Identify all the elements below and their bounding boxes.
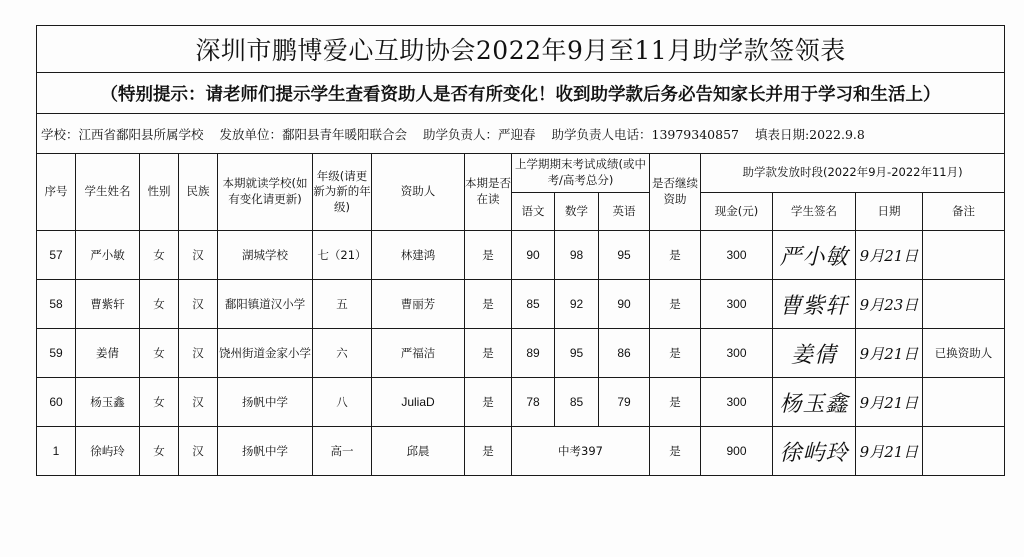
cell-gender: 女 xyxy=(140,231,179,280)
cell-date-handwritten: 9月21日 xyxy=(856,427,923,476)
header-chinese: 语文 xyxy=(512,193,555,231)
cell-gender: 女 xyxy=(140,427,179,476)
table-row xyxy=(37,231,1005,280)
form-info-line xyxy=(37,114,1005,154)
cell-seq: 59 xyxy=(37,329,76,378)
cell-continue: 是 xyxy=(650,329,701,378)
cell-ethnicity: 汉 xyxy=(179,427,218,476)
cell-sponsor: 邱晨 xyxy=(372,427,465,476)
cell-continue: 是 xyxy=(650,427,701,476)
cell-continue: 是 xyxy=(650,378,701,427)
cell-school: 湖城学校 xyxy=(218,231,313,280)
cell-cash: 900 xyxy=(701,427,773,476)
cell-grade: 七（21） xyxy=(313,231,372,280)
cell-english: 79 xyxy=(599,378,650,427)
header-gender: 性别 xyxy=(140,154,179,231)
cell-cash: 300 xyxy=(701,231,773,280)
header-ethnicity: 民族 xyxy=(179,154,218,231)
info-contact-person: 助学负责人：严迎春 xyxy=(423,126,536,142)
header-payment-group: 助学款发放时段(2022年9月-2022年11月) xyxy=(701,154,1005,193)
info-fill-date: 填表日期:2022.9.8 xyxy=(754,126,865,142)
cell-enrolled: 是 xyxy=(465,427,512,476)
table-row xyxy=(37,280,1005,329)
cell-ethnicity: 汉 xyxy=(179,378,218,427)
cell-school: 鄱阳镇道汉小学 xyxy=(218,280,313,329)
cell-name: 徐屿玲 xyxy=(76,427,140,476)
header-date: 日期 xyxy=(856,193,923,231)
cell-remarks xyxy=(923,280,1005,329)
header-signature: 学生签名 xyxy=(773,193,856,231)
cell-seq: 1 xyxy=(37,427,76,476)
scholarship-signature-table xyxy=(36,25,1005,476)
form-title: 深圳市鹏博爱心互助协会2022年9月至11月助学款签领表 xyxy=(37,26,1005,73)
cell-date-handwritten: 9月21日 xyxy=(856,231,923,280)
info-issuer: 发放单位：鄱阳县青年暖阳联合会 xyxy=(219,126,408,142)
cell-enrolled: 是 xyxy=(465,378,512,427)
cell-name: 严小敏 xyxy=(76,231,140,280)
cell-seq: 58 xyxy=(37,280,76,329)
cell-continue: 是 xyxy=(650,280,701,329)
header-seq: 序号 xyxy=(37,154,76,231)
cell-math: 92 xyxy=(555,280,599,329)
cell-signature-handwritten: 曹紫轩 xyxy=(773,280,856,329)
cell-enrolled: 是 xyxy=(465,280,512,329)
cell-cash: 300 xyxy=(701,329,773,378)
cell-gender: 女 xyxy=(140,329,179,378)
cell-signature-handwritten: 杨玉鑫 xyxy=(773,378,856,427)
cell-sponsor: 严福洁 xyxy=(372,329,465,378)
cell-chinese: 85 xyxy=(512,280,555,329)
cell-date-handwritten: 9月21日 xyxy=(856,329,923,378)
cell-signature-handwritten: 严小敏 xyxy=(773,231,856,280)
table-row xyxy=(37,378,1005,427)
cell-sponsor: 林建鸿 xyxy=(372,231,465,280)
header-name: 学生姓名 xyxy=(76,154,140,231)
header-school: 本期就读学校(如有变化请更新) xyxy=(218,154,313,231)
cell-combined-score: 中考397 xyxy=(512,427,650,476)
cell-signature-handwritten: 姜倩 xyxy=(773,329,856,378)
cell-ethnicity: 汉 xyxy=(179,231,218,280)
cell-cash: 300 xyxy=(701,280,773,329)
info-school: 学校：江西省鄱阳县所属学校 xyxy=(41,126,204,142)
cell-ethnicity: 汉 xyxy=(179,329,218,378)
cell-english: 86 xyxy=(599,329,650,378)
cell-math: 85 xyxy=(555,378,599,427)
cell-grade: 高一 xyxy=(313,427,372,476)
cell-remarks: 已换资助人 xyxy=(923,329,1005,378)
cell-grade: 五 xyxy=(313,280,372,329)
cell-name: 姜倩 xyxy=(76,329,140,378)
header-enrolled: 本期是否在读 xyxy=(465,154,512,231)
cell-enrolled: 是 xyxy=(465,231,512,280)
header-scores-group: 上学期期末考试成绩(或中考/高考总分) xyxy=(512,154,650,193)
cell-date-handwritten: 9月21日 xyxy=(856,378,923,427)
cell-sponsor: JuliaD xyxy=(372,378,465,427)
cell-school: 饶州街道金家小学 xyxy=(218,329,313,378)
cell-remarks xyxy=(923,378,1005,427)
cell-seq: 57 xyxy=(37,231,76,280)
cell-ethnicity: 汉 xyxy=(179,280,218,329)
cell-english: 90 xyxy=(599,280,650,329)
header-math: 数学 xyxy=(555,193,599,231)
header-grade: 年级(请更新为新的年级) xyxy=(313,154,372,231)
info-contact-phone: 助学负责人电话：13979340857 xyxy=(551,126,739,142)
header-english: 英语 xyxy=(599,193,650,231)
cell-chinese: 90 xyxy=(512,231,555,280)
header-continue: 是否继续资助 xyxy=(650,154,701,231)
cell-grade: 六 xyxy=(313,329,372,378)
cell-date-handwritten: 9月23日 xyxy=(856,280,923,329)
cell-signature-handwritten: 徐屿玲 xyxy=(773,427,856,476)
table-row xyxy=(37,427,1005,476)
cell-continue: 是 xyxy=(650,231,701,280)
cell-math: 95 xyxy=(555,329,599,378)
cell-school: 扬帆中学 xyxy=(218,378,313,427)
cell-school: 扬帆中学 xyxy=(218,427,313,476)
cell-name: 杨玉鑫 xyxy=(76,378,140,427)
cell-english: 95 xyxy=(599,231,650,280)
header-cash: 现金(元) xyxy=(701,193,773,231)
cell-chinese: 78 xyxy=(512,378,555,427)
cell-gender: 女 xyxy=(140,378,179,427)
special-notice: （特别提示：请老师们提示学生查看资助人是否有所变化！收到助学款后务必告知家长并用于学习和生活上） xyxy=(37,73,1005,114)
header-sponsor: 资助人 xyxy=(372,154,465,231)
cell-name: 曹紫轩 xyxy=(76,280,140,329)
cell-math: 98 xyxy=(555,231,599,280)
cell-gender: 女 xyxy=(140,280,179,329)
cell-remarks xyxy=(923,231,1005,280)
header-remarks: 备注 xyxy=(923,193,1005,231)
cell-seq: 60 xyxy=(37,378,76,427)
cell-grade: 八 xyxy=(313,378,372,427)
cell-remarks xyxy=(923,427,1005,476)
cell-sponsor: 曹丽芳 xyxy=(372,280,465,329)
cell-enrolled: 是 xyxy=(465,329,512,378)
cell-chinese: 89 xyxy=(512,329,555,378)
cell-cash: 300 xyxy=(701,378,773,427)
table-row xyxy=(37,329,1005,378)
